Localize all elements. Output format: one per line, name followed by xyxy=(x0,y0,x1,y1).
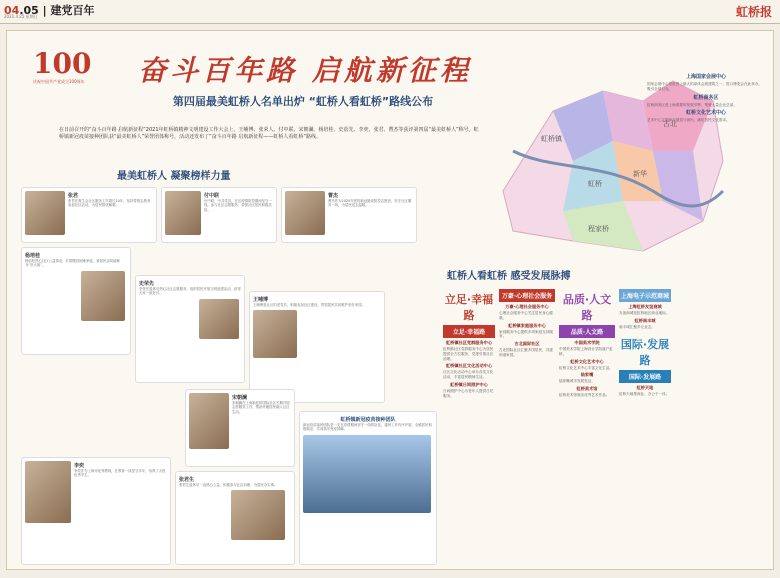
paper-logo: 虹桥报 xyxy=(735,5,772,19)
map-label: 虹桥 xyxy=(588,180,602,188)
section-title: 虹桥人看虹桥 感受发展脉搏 xyxy=(447,271,571,282)
person-card: 王哺博 王哺博是社区的老党员，积极参加社区建设，带领居民共同维护美好家园。 xyxy=(249,291,385,403)
person-photo xyxy=(25,191,65,235)
route-column: 上海电子示范商城 上海虹桥友谊商城 友谊商城是虹桥地区商业地标。 虹桥南丰城 南丰城汇聚多元业态。 国际·发展路 国际·发展路 虹桥天地 虹桥天地集商业、办公于一体。 xyxy=(619,289,671,396)
person-photo xyxy=(253,310,297,358)
page-number: 04.05 | 建党百年 xyxy=(4,4,95,17)
masthead-date: 2021.4.25 星期日 xyxy=(4,14,38,19)
person-photo xyxy=(285,191,325,235)
person-card: 张君生 张君生退休后一直热心公益，积极参与社区治理，为居民办实事。 xyxy=(175,471,295,565)
subhead: 第四届最美虹桥人名单出炉 “虹桥人看虹桥”路线公布 xyxy=(172,95,434,108)
person-photo xyxy=(231,490,285,540)
route-column: 品质·人文路 品质·人文路 中国美术学院 中国美术学院上海设计学院落户虹桥。 虹桥文化艺术中心 虹桥文化艺术中心丰富文化生活。 陆家嘴 陆家嘴城市发展见证。 虹桥美术馆 虹桥美术馆展出优秀艺术作品。 xyxy=(559,289,615,398)
lead-paragraph: 在日前召开的“奋斗百年路 启航新征程”2021年虹桥镇精神文明建设工作大会上，王哺博、张荣人、付中联、宋朝澜、杨培桂、史蓓先、李奕、张君、曹杰等获评第四届“最美虹桥人”称号。虹桥镇新冠疫苗接种团队获“最美虹桥人”荣誉团体称号，活动还发布了“奋斗百年路 启航新征程——虹桥人看虹桥”路线。 xyxy=(59,127,479,140)
section-name: 建党百年 xyxy=(50,4,95,17)
person-card: 史荣先 史荣先退休后热心社区志愿服务，组织居民开展文明创建活动，获得大家一致好评。 xyxy=(135,275,245,383)
right-column: 上海国家会展中心 国家会展中心是世界上最大的单体会展建筑之一，进口博览会在此举办，吸引全球目光。 虹桥商务区 虹桥商务区是上海重要的发展引擎，集聚大量企业总部。 虹桥文化艺术中心 艺术中心定期举办展览与演出，满足居民文化需求。 xyxy=(647,74,762,123)
team-photo xyxy=(303,435,431,513)
party-emblem: 100 庆祝中国共产党成立100周年 xyxy=(33,47,92,84)
map-label: 虹桥镇 xyxy=(541,135,562,143)
person-photo xyxy=(189,393,229,449)
map-label: 古北 xyxy=(663,120,677,128)
masthead xyxy=(0,0,780,24)
person-photo xyxy=(165,191,201,235)
route-column: 立足·幸福路 立足·幸福路 虹桥镇社区党群服务中心 虹桥镇社区党群服务中心为居民提供全方位服务，党建引领社区治理。 虹桥镇社区文化活动中心 社区文化活动中心举办各类文化活动，丰富居民精神生活。 虹桥镇日间照护中心 日间照护中心为老年人提供日托服务。 xyxy=(443,293,494,398)
route-column: 万豪·心理社会服务 万豪·心理社会服务中心 心理社会服务中心关注居民身心健康。 虹桥镇家庭服务中心 家庭服务中心提供多项家庭支持服务。 古北国际社区 古北国际社区汇聚多国居民，共建和谐家园。 xyxy=(499,289,555,358)
map-label: 程家桥 xyxy=(588,225,609,233)
person-card: 付中联 付中联，中共党员，在区疫情防控期间坚守一线，参与社区志愿服务，带领社区居民积极抗疫。 xyxy=(161,187,277,243)
person-photo xyxy=(199,299,239,339)
person-photo xyxy=(25,461,71,523)
team-card: 虹桥镇新冠疫苗接种团队 新冠疫苗接种团队是一支在疫情期间坚守一线的队伍，接种工作有序开展，全镇居民积极响应，共同筑牢免疫屏障。 xyxy=(299,411,437,565)
page-frame xyxy=(6,30,774,570)
section-title: 最美虹桥人 凝聚榜样力量 xyxy=(117,171,231,182)
person-card: 杨培桂 杨培桂热心社区公益事业，长期帮扶困难家庭，被居民亲切地称为“好大姐”。 xyxy=(21,247,131,355)
person-card: 张君 张君在救生会社区服务工作超过10年，坚持带领志愿者参加社区活动，为居民排忧解难。 xyxy=(21,187,157,243)
person-card: 曹杰 曹杰作为2020年度的新冠肺炎防控志愿者，坚守社区服务一线，为居民送去温暖。 xyxy=(281,187,417,243)
headline: 奋斗百年路 启航新征程 xyxy=(138,54,472,87)
map-label: 新华 xyxy=(633,170,647,178)
person-photo xyxy=(81,271,125,321)
person-card: 宋朝澜 宋朝澜在上海新虹桥国际社区长期开展志愿服务工作，帮助外籍居民融入社区生活。 xyxy=(185,389,295,467)
person-card: 李奕 李奕作为上海市优秀教师，在教育一线坚守多年，培养了大批优秀学生。 xyxy=(21,457,171,565)
